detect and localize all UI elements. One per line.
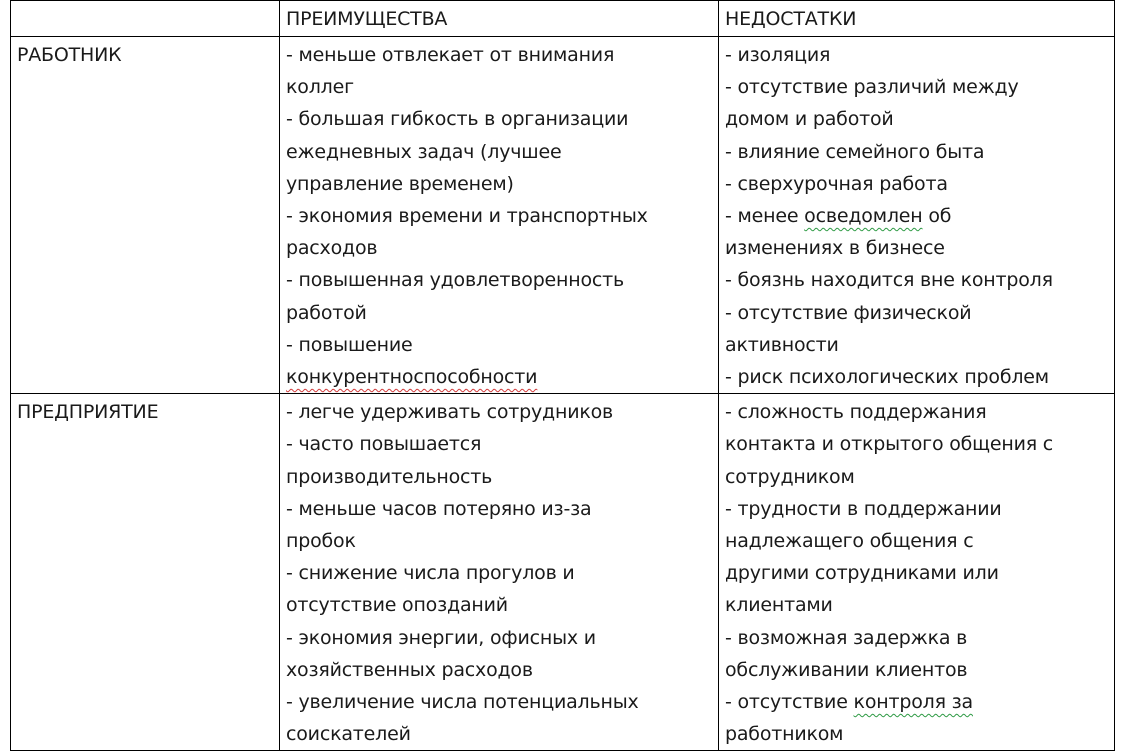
comparison-table (10, 0, 1115, 751)
list-item: - изоляция (725, 44, 831, 66)
list-item: работой (286, 301, 367, 324)
grammar-underlined-word: осведомлен (804, 205, 923, 228)
list-item: - трудности в поддержании (725, 497, 1002, 520)
list-item: - возможная задержка в (725, 626, 968, 649)
list-item: надлежащего общения с (725, 530, 974, 553)
list-item: - повышенная удовлетворенность (286, 269, 625, 292)
list-item: управление временем) (286, 172, 514, 195)
list-item: отсутствие опозданий (286, 594, 508, 617)
list-item: - влияние семейного быта (725, 140, 985, 163)
list-item: производительность (286, 465, 493, 488)
list-item (725, 200, 1108, 232)
list-item: коллег (286, 76, 354, 99)
list-item: работником (725, 723, 844, 746)
enterprise-disadvantages-cell (719, 394, 1115, 751)
list-item: обслуживании клиентов (725, 658, 968, 681)
list-item: пробок (286, 530, 356, 553)
list-item: - экономия времени и транспортных (286, 205, 648, 228)
list-item: - боязнь находится вне контроля (725, 269, 1053, 292)
list-item: домом и работой (725, 108, 894, 131)
list-item: соискателей (286, 723, 411, 746)
list-item: - увеличение числа потенциальных (286, 691, 639, 714)
row-label-enterprise: ПРЕДПРИЯТИЕ (11, 394, 280, 751)
list-item: - меньше часов потеряно из-за (286, 497, 592, 520)
text-fragment: - отсутствие (725, 691, 854, 714)
header-cell-advantages: ПРЕИМУЩЕСТВА (280, 1, 719, 37)
list-item: клиентами (725, 594, 833, 617)
list-item: - сверхурочная работа (725, 172, 948, 195)
list-item: другими сотрудниками или (725, 562, 999, 585)
spellcheck-underlined-word: конкурентноспособности (286, 366, 538, 389)
header-cell-empty (11, 1, 280, 37)
list-item: контакта и открытого общения с (725, 433, 1054, 456)
header-cell-disadvantages: НЕДОСТАТКИ (719, 1, 1115, 37)
table-row-worker (11, 37, 1115, 394)
list-item: - часто повышается (286, 433, 482, 456)
table-row-enterprise (11, 394, 1115, 751)
list-item: сотрудником (725, 465, 855, 488)
list-item: хозяйственных расходов (286, 658, 533, 681)
list-item: - снижение числа прогулов и (286, 562, 575, 585)
list-item: - экономия энергии, офисных и (286, 626, 596, 649)
list-item: изменениях в бизнесе (725, 237, 945, 260)
list-item: - отсутствие различий между (725, 76, 1019, 99)
header-row (11, 1, 1115, 37)
enterprise-advantages-cell (280, 394, 719, 751)
list-item: - большая гибкость в организации (286, 108, 629, 131)
list-item: - сложность поддержания (725, 401, 987, 424)
list-item (286, 361, 712, 393)
list-item (725, 686, 1108, 718)
worker-disadvantages-cell (719, 37, 1115, 394)
grammar-underlined-word: контроля за (853, 691, 973, 714)
list-item: - легче удерживать сотрудников (286, 401, 614, 424)
list-item: - отсутствие физической (725, 301, 972, 324)
worker-advantages-cell (280, 37, 719, 394)
list-item: - риск психологических проблем (725, 366, 1049, 389)
list-item: - повышение (286, 333, 413, 356)
text-fragment: - менее (725, 205, 805, 228)
list-item: - меньше отвлекает от внимания (286, 44, 615, 66)
row-label-worker: РАБОТНИК (11, 37, 280, 394)
list-item: расходов (286, 237, 378, 260)
text-fragment: об (922, 205, 952, 228)
list-item: активности (725, 333, 839, 356)
list-item: ежедневных задач (лучшее (286, 140, 562, 163)
